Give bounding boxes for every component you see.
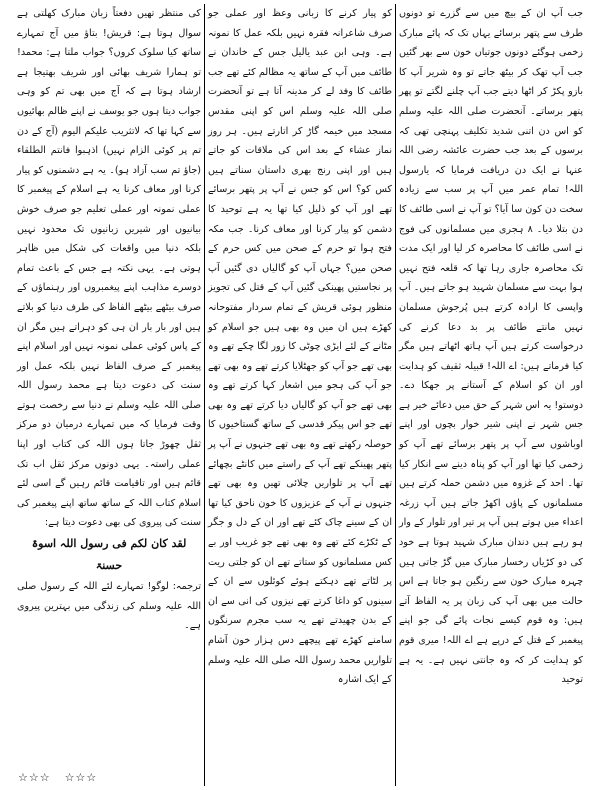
- column-left-text: کی منتظر تھیں دفعتاً زبان مبارک کھلتی ہے سوال ہوتا ہے: قریش! بتاؤ میں آج تمہارے ساتھ کیا سلوک کروں؟ جواب ملتا ہے: محمد! تو ہمارا شریف بھائی اور شریف بھتیجا ہے ارشاد ہوتا ہے کہ آج میں بھی تم کو وہی جواب دیتا ہوں جو یوسف نے اپنے ظالم بھائیوں سے کہا تھا کہ لاتثریب علیکم الیوم (آج کے دن تم پر کوئی الزام نہیں) اذہبوا فانتم الطلقاء (جاؤ تم سب آزاد ہو)۔ یہ ہے دشمنوں کو پیار کرنا اور معاف کرنا یہ ہے اسلام کے پیغمبر کا عملی نمونہ اور عملی تعلیم جو صرف خوش بیانیوں اور شیریں زبانیوں تک محدود نہیں بلکہ دنیا میں واقعات کی شکل میں ظاہر ہوتی ہے۔ یہی نکتہ ہے جس کے باعث تمام دوسرے مذاہب اپنے پیغمبروں اور رہنماؤں کے صرف بیٹھے بیٹھے الفاظ کی طرف دنیا کو بلاتے ہیں اور بار بار ان ہی کو دہراتے ہیں مگر ان کے پاس کوئی عملی نمونہ نہیں اور اسلام اپنے پیغمبر کے صرف الفاظ نہیں بلکہ عمل اور سنت کی دعوت دیتا ہے محمد رسول اللہ صلی اللہ علیہ وسلم نے دنیا سے رخصت ہوتے وقت فرمایا کہ میں تمہارے درمیان دو مرکز ثقل چھوڑ جاتا ہوں اللہ کی کتاب اور اپنا عملی راستہ۔ یہی دونوں مرکز ثقل اب تک قائم ہیں اور تاقیامت قائم رہیں گے اسی لئے اسلام کتاب اللہ کے ساتھ ساتھ اپنے پیغمبر کی سنت کی پیروی کی بھی دعوت دیتا ہے:: [17, 8, 201, 529]
- column-right: [396, 4, 586, 786]
- footer-stars: [18, 771, 97, 784]
- column-middle-text: کو پیار کرنے کا زبانی وعظ اور عملی جو صرف شاعرانہ فقرہ نہیں بلکہ عمل کا نمونہ ہے۔ وہی ابن عبد یالیل جس کے خاندان نے طائف میں آپ کے ساتھ یہ مظالم کئے تھے جب طائف کا وفد لے کر مدینہ آتا ہے تو آنحضرت صلی اللہ علیہ وسلم اس کو اپنی مقدس مسجد میں خیمہ گاڑ کر اتارتے ہیں۔ ہر روز نماز عشاء کے بعد اس کی ملاقات کو جاتے ہیں اور اپنی رنج بھری داستان سناتے ہیں کس کو؟ اس کو جس نے آپ پر پتھر برسائے تھے اور آپ کو ذلیل کیا تھا یہ ہے توحید کا دشمن کو پیار کرنا اور معاف کرنا۔ جب مکہ فتح ہوا تو حرم کے صحن میں کس حرم کے صحن میں؟ جہاں آپ کو گالیاں دی گئیں آپ پر نجاستیں پھینکی گئیں آپ کے قتل کی تجویز منظور ہوئی قریش کے تمام سردار مفتوحانہ کھڑے ہیں ان میں وہ بھی ہیں جو اسلام کو مٹانے کے لئے ایڑی چوٹی کا زور لگا چکے تھے وہ بھی تھے جو آپ کو جھٹلایا کرتے تھے وہ بھی تھے جو آپ کی ہجو میں اشعار کہا کرتے تھے وہ بھی تھے جو آپ کو گالیاں دیا کرتے تھے وہ بھی تھے جو اس پیکر قدسی کے ساتھ گستاخیوں کا حوصلہ رکھتے تھے وہ بھی تھے جنہوں نے آپ پر پتھر پھینکے تھے آپ کے راستے میں کانٹے بچھائے تھے آپ پر تلواریں چلائی تھیں وہ بھی تھے جنہوں نے آپ کے عزیزوں کا خون ناحق کیا تھا ان کے سینے چاک کئے تھے اور ان کے دل و جگر کے ٹکڑے کئے تھے وہ بھی تھے جو غریب اور بے کس مسلمانوں کو ستاتے تھے ان کو جلتی ریت پر لٹاتے تھے دہکتے ہوئے کوئلوں سے ان کے سینوں کو داغا کرتے تھے نیزوں کی انی سے ان کے بدن چھیدتے تھے یہ سب مجرم سرنگوں سامنے کھڑے تھے پیچھے دس ہزار خون آشام تلواریں محمد رسول اللہ صلی اللہ علیہ وسلم کے ایک اشارہ: [208, 8, 392, 686]
- quran-quote: لقد کان لکم فی رسول اللہ اسوۃ حسنۃ: [31, 537, 187, 573]
- document-page: [4, 4, 586, 786]
- quote-translation: ترجمہ: لوگو! تمہارے لئے اللہ کے رسول صلی اللہ علیہ وسلم کی زندگی میں بہترین پیروی ہے۔: [17, 581, 201, 632]
- column-right-text: جب آپ ان کے بیچ میں سے گزرے تو دونوں طرف سے پتھر برسائے یہاں تک کہ پائے مبارک زخمی ہوگئے دونوں جوتیاں خون سے بھر گئیں جب آپ تھک کر بیٹھ جاتے تو وہ شریر آپ کا بازو پکڑ کر اٹھا دیتے جب آپ چلنے لگتے تو پھر پتھر برساتے۔ آنحضرت صلی اللہ علیہ وسلم کو اس دن اتنی شدید تکلیف پہنچی تھی کہ برسوں کے بعد جب حضرت عائشہ رضی اللہ عنہا نے ایک دن دریافت فرمایا کہ یارسول اللہ! تمام عمر میں آپ پر سب سے زیادہ سخت دن کون سا آیا؟ تو آپ نے اسی طائف کا دن بتلا دیا۔ ۸ ہجری میں مسلمانوں کی فوج نے اسی طائف کا محاصرہ کر لیا اور ایک مدت تک محاصرہ جاری رہا تھا کہ قلعہ فتح نہیں ہوا بہت سے مسلمان شہید ہو جاتے ہیں۔ آپ واپسی کا ارادہ کرتے ہیں پُرجوش مسلمان نہیں مانتے طائف پر بد دعا کرنے کی درخواست کرتے ہیں آپ ہاتھ اٹھاتے ہیں مگر کیا فرماتے ہیں: اے اللہ! قبیلہ ثقیف کو ہدایت اور ان کو اسلام کے آستانے پر جھکا دے۔ دوستو! یہ اس شہر کے حق میں دعائے خیر ہے جس شہر نے اپنی شیر خوار بچوں اور اپنے اوباشوں سے آپ پر پتھر برسائے تھے آپ کو زخمی کیا تھا اور آپ کو پناہ دینے سے انکار کیا تھا۔ احد کے غزوہ میں دشمن حملہ کرتے ہیں مسلمانوں کے پاؤں اکھڑ جاتے ہیں آپ زرغہ اعداء میں ہوتے ہیں آپ پر تیر اور تلوار کے وار ہو رہے ہیں دندان مبارک شہید ہوتا ہے خود کی دو کڑیاں رخسار مبارک میں گڑ جاتی ہیں چہرہ مبارک خون سے رنگین ہو جاتا ہے اس حالت میں بھی آپ کی زبان پر یہ الفاظ آتے ہیں: وہ قوم کیسے نجات پائے گی جو اپنے پیغمبر کے قتل کے درپے ہے اے اللہ! میری قوم کو ہدایت کر کہ وہ جانتی نہیں ہے۔ یہ ہے توحید: [399, 8, 584, 686]
- column-left: [14, 4, 204, 786]
- star-ornament-left: ☆☆☆: [18, 771, 51, 784]
- column-middle: [205, 4, 395, 786]
- star-ornament-right: ☆☆☆: [64, 771, 98, 784]
